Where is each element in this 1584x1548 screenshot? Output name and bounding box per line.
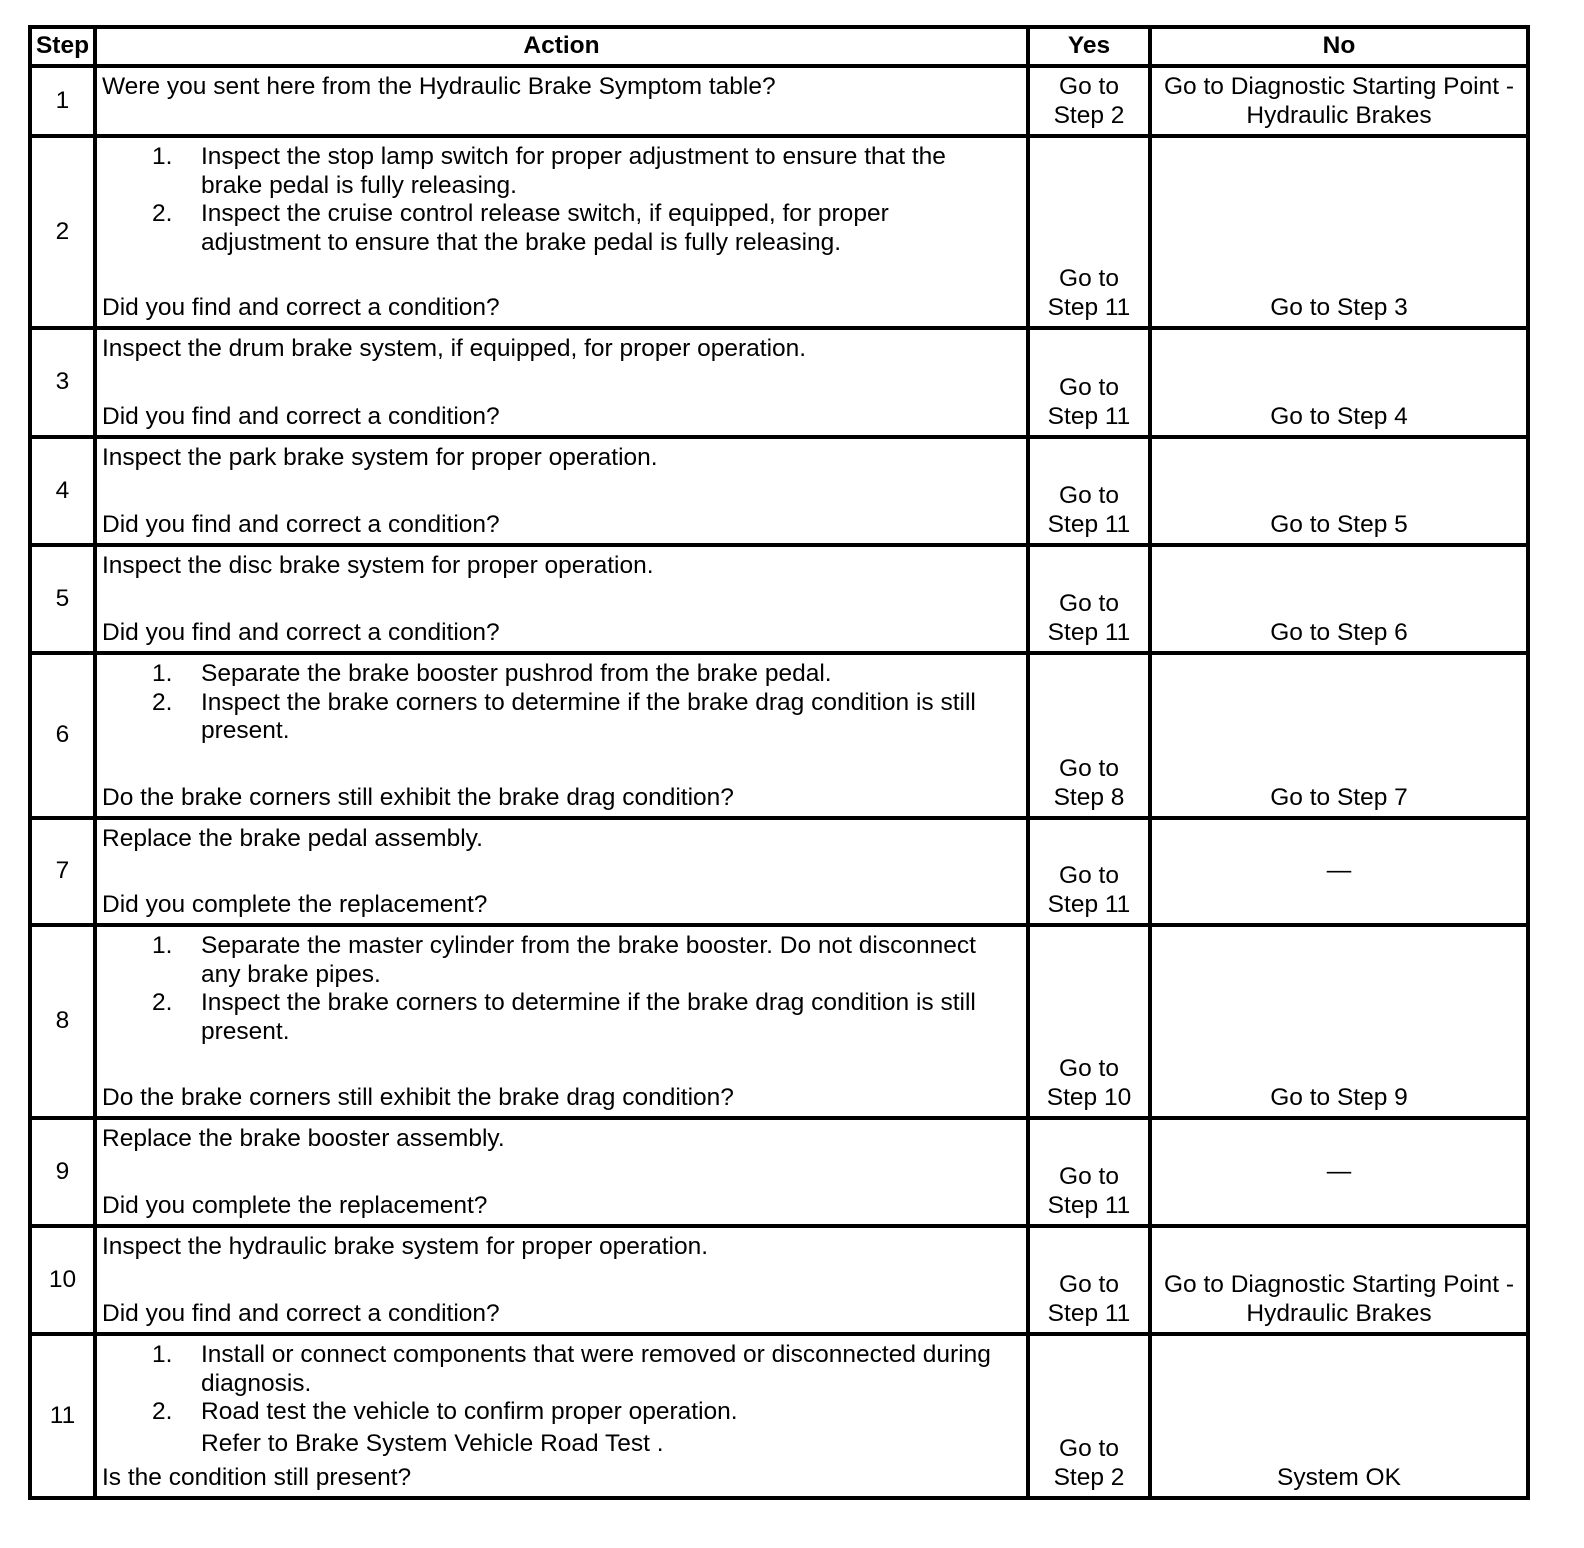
action-question: Did you complete the replacement? [102,1191,488,1219]
item-number: 1. [152,1341,173,1368]
yes-result: Go to Step 11 [1047,862,1131,918]
yes-result: Go to Step 11 [1047,590,1131,646]
action-cell [97,655,1026,816]
no-result: Go to Diagnostic Starting Point - Hydraulic Brakes [1164,73,1514,129]
yes-result: Go to Step 11 [1047,482,1131,538]
no-cell [1152,138,1526,326]
action-item [102,989,1010,1046]
yes-result: Go to Step 11 [1047,374,1131,430]
yes-cell [1030,1336,1148,1496]
step-number: 3 [55,368,70,396]
action-cell [97,927,1026,1116]
action-instructions [102,932,1010,1046]
step-number-cell [32,1120,93,1224]
item-number: 2. [152,1398,173,1425]
yes-cell [1030,820,1148,923]
action-cell [97,547,1026,651]
step-number-cell [32,1228,93,1332]
action-question: Did you find and correct a condition? [102,1299,500,1327]
no-cell [1152,1336,1526,1496]
yes-column-header: Yes [1030,29,1148,64]
action-cell [97,1120,1026,1224]
action-question: Did you complete the replacement? [102,890,488,918]
step-number: 9 [55,1157,70,1185]
step-number: 8 [55,1007,70,1035]
item-text: Separate the master cylinder from the brake booster. Do not disconnect any brake pipes. [201,932,976,988]
item-text: Inspect the brake corners to determine if the brake drag condition is still present. [201,688,976,744]
no-cell [1152,655,1526,816]
yes-cell [1030,655,1148,816]
no-cell [1152,820,1526,923]
step-number-cell [32,655,93,816]
yes-result: Go to Step 11 [1047,1163,1131,1219]
action-instructions [102,660,1010,746]
step-number-cell [32,547,93,651]
item-number: 1. [152,932,173,959]
action-item [102,932,1010,989]
no-cell [1152,1228,1526,1332]
yes-cell [1030,138,1148,326]
diagnostic-table [28,25,1530,1500]
item-text: Road test the vehicle to confirm proper operation. [201,1398,738,1425]
action-intro: Replace the brake pedal assembly. [102,825,483,852]
no-result: Go to Step 3 [1270,293,1408,321]
no-cell [1152,330,1526,435]
no-result: Go to Step 6 [1270,618,1408,646]
yes-cell [1030,547,1148,651]
action-question: Did you find and correct a condition? [102,402,500,430]
no-cell [1152,68,1526,134]
action-cell [97,820,1026,923]
yes-result: Go to Step 10 [1046,1055,1132,1111]
step-number-cell [32,68,93,134]
no-result-dash: — [1326,857,1352,885]
step-number: 10 [48,1265,77,1293]
no-cell [1152,1120,1526,1224]
step-number: 2 [55,217,70,245]
yes-cell [1030,330,1148,435]
action-question: Do the brake corners still exhibit the brake drag condition? [102,783,734,811]
action-item [102,143,1010,200]
item-number: 2. [152,688,173,716]
no-cell [1152,547,1526,651]
step-number: 4 [55,476,70,504]
no-result: Go to Step 4 [1270,402,1408,430]
item-text: Inspect the cruise control release switch, if equipped, for proper adjustment to ensure that the brake pedal is fully releasing. [201,200,889,256]
yes-cell [1030,439,1148,543]
no-cell [1152,439,1526,543]
action-column-header: Action [97,29,1026,64]
no-column-header: No [1152,29,1526,64]
item-number: 1. [152,660,173,687]
yes-result: Go to Step 11 [1047,1271,1131,1327]
action-cell [97,1228,1026,1332]
action-intro: Were you sent here from the Hydraulic Brake Symptom table? [102,73,776,100]
step-number-cell [32,439,93,543]
no-cell [1152,927,1526,1116]
item-text: Inspect the stop lamp switch for proper adjustment to ensure that the brake pedal is fully releasing. [201,143,946,199]
no-result: Go to Step 5 [1270,510,1408,538]
action-question: Did you find and correct a condition? [102,293,500,321]
action-item [102,1398,1010,1427]
action-intro: Inspect the drum brake system, if equipped, for proper operation. [102,335,807,362]
action-question: Did you find and correct a condition? [102,510,500,538]
action-instructions [102,1341,1010,1459]
yes-cell [1030,1120,1148,1224]
no-result: Go to Step 7 [1270,783,1408,811]
yes-cell [1030,68,1148,134]
no-result: System OK [1277,1463,1401,1491]
step-number: 6 [55,721,70,749]
action-intro: Inspect the disc brake system for proper operation. [102,552,654,579]
action-intro: Inspect the park brake system for proper operation. [102,444,658,471]
no-result: Go to Step 9 [1270,1083,1408,1111]
no-result-dash: — [1326,1157,1352,1185]
reference-note: Refer to Brake System Vehicle Road Test . [201,1430,664,1457]
action-item [102,689,1010,746]
action-cell [97,330,1026,435]
yes-cell [1030,927,1148,1116]
action-cell [97,439,1026,543]
step-number: 7 [55,857,70,885]
step-number-cell [32,1336,93,1496]
step-column-header: Step [32,29,93,64]
yes-result: Go to Step 2 [1053,1435,1125,1491]
step-number: 11 [49,1401,76,1429]
item-number: 1. [152,143,173,170]
item-number: 2. [152,200,173,227]
step-number: 5 [55,584,70,612]
yes-cell [1030,1228,1148,1332]
action-question: Is the condition still present? [102,1463,412,1491]
no-result: Go to Diagnostic Starting Point - Hydraulic Brakes [1164,1271,1514,1327]
item-text: Inspect the brake corners to determine if the brake drag condition is still present. [201,989,976,1045]
action-intro: Inspect the hydraulic brake system for proper operation. [102,1233,709,1260]
step-number-cell [32,927,93,1116]
action-item [102,200,1010,257]
action-cell [97,1336,1026,1496]
step-number-cell [32,820,93,923]
yes-result: Go to Step 11 [1047,265,1131,321]
yes-result: Go to Step 8 [1053,755,1125,811]
step-number: 1 [55,86,70,114]
action-item [102,660,1010,689]
step-number-cell [32,138,93,326]
item-number: 2. [152,989,173,1016]
action-question: Did you find and correct a condition? [102,618,500,646]
action-cell [97,138,1026,326]
action-intro: Replace the brake booster assembly. [102,1125,505,1152]
step-number-cell [32,330,93,435]
item-text: Install or connect components that were removed or disconnected during diagnosis. [201,1341,991,1397]
action-instructions [102,143,1010,257]
action-cell [97,68,1026,134]
action-question: Do the brake corners still exhibit the brake drag condition? [102,1083,734,1111]
action-item [102,1341,1010,1398]
item-text: Separate the brake booster pushrod from the brake pedal. [201,660,832,687]
yes-result: Go to Step 2 [1053,73,1125,129]
